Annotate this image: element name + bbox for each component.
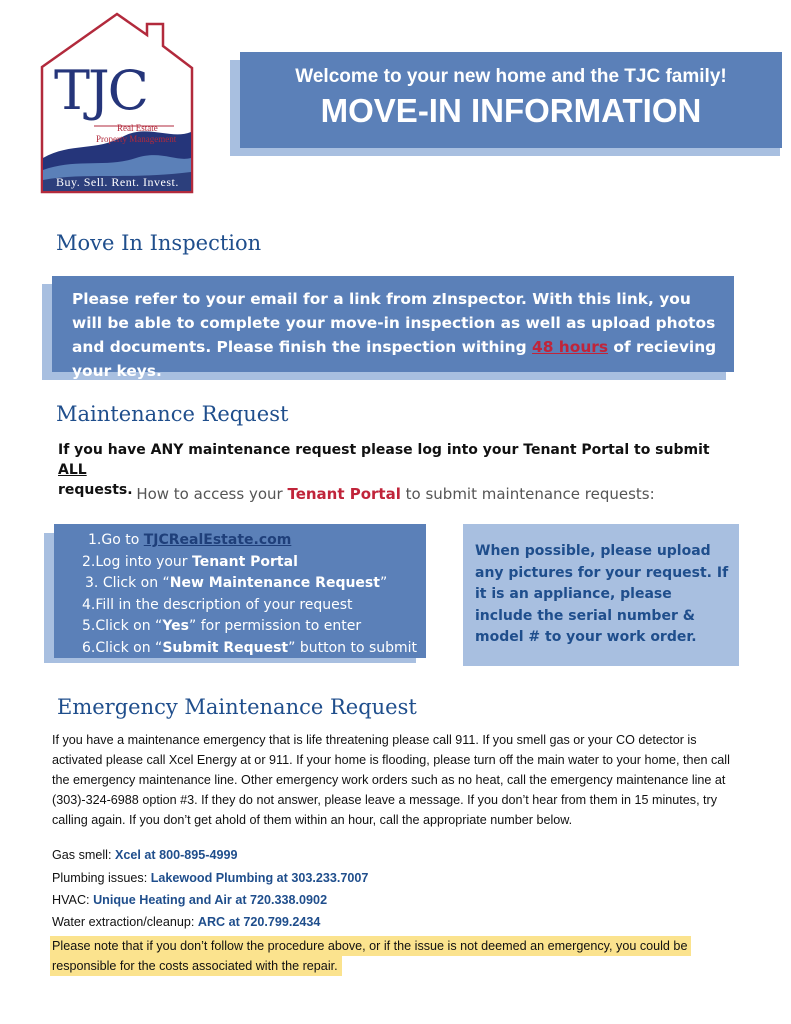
step-number: 2. xyxy=(82,553,96,570)
contact-label: Water extraction/cleanup: xyxy=(52,915,198,929)
step-text-end: ” for permission to enter xyxy=(189,618,362,634)
maintenance-heading: Maintenance Request xyxy=(56,402,289,426)
inspection-text: Please refer to your email for a link from zInspector. With this link, you will be able to complete your move-in inspection as well as upload photos and documents. Please finish the inspection withing xyxy=(72,290,716,356)
maintenance-instruction-end: requests. xyxy=(58,482,133,498)
portal-access-text: How to access your xyxy=(136,485,288,503)
contact-value: Lakewood Plumbing at 303.233.7007 xyxy=(150,871,369,885)
inspection-box xyxy=(52,276,734,380)
logo-wordmark: TJC xyxy=(54,59,147,122)
maintenance-instruction-all: ALL xyxy=(58,462,87,478)
photo-tip-box: When possible, please upload any pictures for your request. If it is an appliance, please include the serial number & model # to your work order. xyxy=(463,524,739,666)
step-text: Log into your xyxy=(95,553,193,570)
step-number: 1. xyxy=(88,532,102,548)
note-line-1: Please note that if you don’t follow the procedure above, or if the issue is not deemed an emergency, you could be xyxy=(50,936,691,956)
inspection-deadline: 48 hours xyxy=(532,338,609,356)
step-text: Fill in the description of your request xyxy=(95,596,353,613)
contact-gas xyxy=(52,848,238,862)
step-text: Click on “ xyxy=(95,639,163,656)
contact-water xyxy=(52,915,320,929)
step-number: 6. xyxy=(82,639,96,656)
step-text: Click on “ xyxy=(102,575,170,591)
contact-hvac xyxy=(52,893,327,907)
step-text: Click on “ xyxy=(95,618,163,634)
step-bold: Tenant Portal xyxy=(192,553,298,570)
step-number: 5. xyxy=(82,618,96,634)
banner-subtitle: Welcome to your new home and the TJC family! xyxy=(295,66,727,87)
step-text: Go to xyxy=(101,532,144,548)
logo-real-estate: Real Estate xyxy=(117,123,158,133)
tenant-portal-label: Tenant Portal xyxy=(287,485,401,503)
step-6 xyxy=(82,638,417,660)
portal-access-text-end: to submit maintenance requests: xyxy=(400,485,655,503)
page-title: MOVE-IN INFORMATION xyxy=(320,92,702,129)
contact-label: Gas smell: xyxy=(52,848,115,862)
cost-warning-note xyxy=(50,936,691,976)
maintenance-instruction-text: If you have ANY maintenance request please log into your Tenant Portal to submit xyxy=(58,442,710,458)
logo-tagline: Buy. Sell. Rent. Invest. xyxy=(56,175,179,189)
step-2 xyxy=(82,552,417,574)
contact-label: HVAC: xyxy=(52,893,94,907)
emergency-paragraph: If you have a maintenance emergency that is life threatening please call 911. If you smell gas or your CO detector is activated please call Xcel Energy at or 911. If your home is flooding, please turn off the main water to your home, then call the emergency maintenance line. Other emergency work orders such as no heat, call the emergency maintenance line at (303)-324-6988 option #3. If they do not answer, please leave a message. If you don’t hear from them in 15 minutes, try calling again. If you don’t get ahold of them within an hour, call the appropriate number below. xyxy=(52,733,730,827)
step-number: 3. xyxy=(85,575,103,591)
inspection-text-end: of recieving your keys. xyxy=(72,338,717,380)
contact-value: Unique Heating and Air at 720.338.0902 xyxy=(93,893,328,907)
website-link[interactable]: TJCRealEstate.com xyxy=(143,532,292,548)
note-line-2: responsible for the costs associated with the repair. xyxy=(50,956,342,976)
logo-property-management: Property Management xyxy=(96,134,177,144)
contact-value: Xcel at 800-895-4999 xyxy=(114,848,238,862)
step-text-end: ” xyxy=(379,575,388,591)
step-4 xyxy=(82,595,417,617)
step-bold: Submit Request xyxy=(162,639,289,656)
header-banner xyxy=(240,52,782,148)
inspection-heading: Move In Inspection xyxy=(56,231,262,255)
contact-value: ARC at 720.799.2434 xyxy=(197,915,321,929)
steps-box xyxy=(54,524,426,658)
emergency-heading: Emergency Maintenance Request xyxy=(57,695,417,719)
step-text-end: ” button to submit xyxy=(288,639,418,656)
contact-label: Plumbing issues: xyxy=(52,871,151,885)
step-3 xyxy=(82,573,417,595)
step-number: 4. xyxy=(82,596,96,613)
portal-access-line xyxy=(0,485,791,503)
step-bold: New Maintenance Request xyxy=(169,575,380,591)
steps-list xyxy=(82,530,417,659)
contact-plumbing xyxy=(52,871,368,885)
step-5 xyxy=(82,616,417,638)
step-bold: Yes xyxy=(162,618,189,634)
step-1 xyxy=(82,530,417,552)
